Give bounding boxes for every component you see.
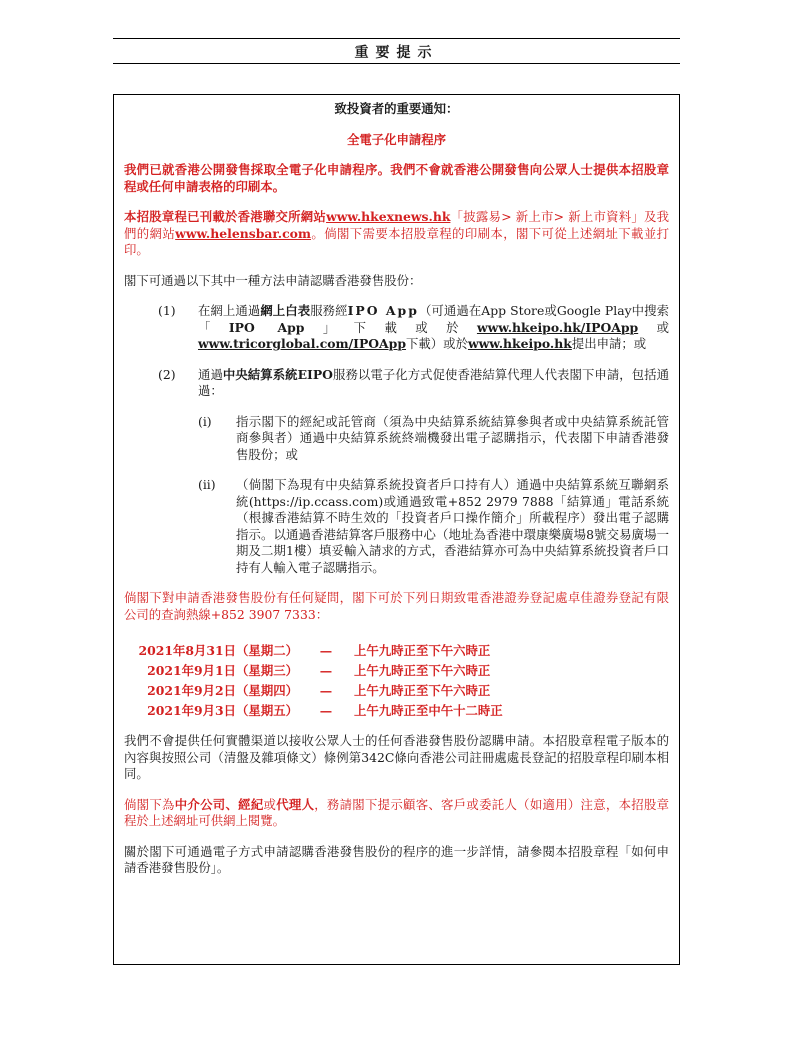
- hotline-time: 上午九時正至下午六時正: [354, 683, 491, 698]
- item1-text-g: 」下載或於: [304, 319, 477, 335]
- methods-intro: 閣下可通過以下其中一種方法申請認購香港發售股份：: [124, 272, 422, 288]
- item1-text-a: 在網上通過: [198, 303, 261, 318]
- item1-text-h: 或: [638, 319, 670, 335]
- item1-ipo-app: IPO App: [347, 303, 419, 318]
- download-text-c: 。倘閣下需要本招股章程的印刷本，閣下可從上述網址下載並打印。: [124, 225, 670, 257]
- method-subitem-ii: [124, 477, 669, 576]
- item1-white-form: 網上白表: [260, 303, 311, 318]
- intermediary-text-d: 代理人: [276, 796, 315, 812]
- hotline-dash: —: [319, 643, 333, 658]
- item1-ipo-app-2: IPO App: [228, 319, 305, 335]
- hotline-date-row: [124, 641, 669, 661]
- helensbar-link[interactable]: www.helensbar.com: [175, 225, 312, 241]
- hotline-time: 上午九時正至下午六時正: [354, 643, 491, 658]
- intermediary-paragraph: [124, 797, 669, 830]
- hotline-dash: —: [319, 703, 333, 718]
- item1-text-i: 下載）或於: [406, 336, 468, 351]
- hotline-dates: [124, 641, 669, 721]
- hotline-date-row: [124, 701, 669, 721]
- method-item-2-text: [198, 367, 669, 400]
- electronic-only-paragraph: 我們已就香港公開發售採取全電子化申請程序。我們不會就香港公開發售向公眾人士提供本招股章程或任何申請表格的印刷本。: [124, 162, 669, 194]
- hotline-dash: —: [319, 683, 333, 698]
- intermediary-text-a: 倘閣下為: [124, 796, 175, 812]
- download-paragraph: [124, 209, 669, 259]
- header-top-rule: [113, 38, 680, 39]
- item1-text-c: 服務經: [310, 303, 348, 318]
- method-subitem-ii-text: （倘閣下為現有中央結算系統投資者戶口持有人）通過中央結算系統互聯網系統(https://ip.ccass.com)或通過致電+852 2979 7888「結算通」電話系統（根據香港結算不時生效的「投資者戶口操作簡介」所載程序）發出電子認購指示。以通過香港結算客戶服務中心（地址為香港中環康樂廣場8號交易廣場一期及二期1樓）填妥輸入請求的方式，香港結算亦可為中央結算系統投資者戶口持有人輸入電子認購指示。: [236, 477, 669, 575]
- intermediary-text-c: 或: [263, 796, 277, 812]
- method-item-2-number: (2): [158, 366, 176, 382]
- item2-text-c: 服務以電子化方式促使香港結算代理人代表閣下申請，包括通過：: [198, 366, 670, 398]
- item1-text-e: （可通過在App Store或Google Play中搜索「: [198, 303, 670, 335]
- item2-ccass-eipo: 中央結算系統EIPO: [222, 366, 333, 382]
- hotline-time: 上午九時正至中午十二時正: [354, 703, 503, 718]
- hotline-dash: —: [319, 663, 333, 678]
- no-physical-channel-paragraph: 我們不會提供任何實體渠道以接收公眾人士的任何香港發售股份認購申請。本招股章程電子版本的內容與按照公司（清盤及雜項條文）條例第342C條向香港公司註冊處處長登記的招股章程印刷本相同。: [124, 733, 669, 781]
- hotline-date: 2021年9月3日（星期五）: [147, 703, 298, 718]
- notice-heading: 致投資者的重要通知：: [334, 101, 459, 116]
- method-item-1-number: (1): [158, 303, 176, 318]
- hkeipo-ipoapp-link[interactable]: www.hkeipo.hk/IPOApp: [476, 319, 639, 335]
- notice-box: [113, 94, 680, 965]
- method-subitem-i-number: (i): [198, 413, 212, 429]
- notice-subheading: 全電子化申請程序: [346, 131, 447, 147]
- intermediary-text-e: ，務請閣下提示顧客、客戶或委託人（如適用）注意，本招股章程於上述網址可供網上閱覽。: [124, 796, 670, 828]
- method-subitem-i: [124, 414, 669, 464]
- download-text-b: 「披露易> 新上市> 新上市資料」及我們的網站: [124, 209, 669, 241]
- method-item-1-text: [198, 303, 669, 353]
- method-item-1: [124, 303, 669, 353]
- method-subitem-i-text: 指示閣下的經紀或託管商（須為中央結算系統結算參與者或中央結算系統託管商參與者）通過中央結算系統終端機發出電子認購指示，代表閣下申請香港發售股份；或: [236, 413, 669, 462]
- item2-text-a: 通過: [198, 366, 223, 382]
- intermediary-text-b: 中介公司、經紀: [174, 796, 264, 812]
- hkexnews-link[interactable]: www.hkexnews.hk: [326, 209, 451, 224]
- hotline-date-row: [124, 661, 669, 681]
- enquiry-paragraph: 倘閣下對申請香港發售股份有任何疑問，閣下可於下列日期致電香港證券登記處卓佳證券登記有限公司的查詢熱線+852 3907 7333：: [124, 590, 669, 622]
- hotline-date: 2021年9月2日（星期四）: [147, 683, 298, 698]
- header-bottom-rule: [113, 63, 680, 64]
- page-title: 重要提示: [354, 45, 439, 61]
- hotline-time: 上午九時正至下午六時正: [354, 663, 491, 678]
- download-text-a: 本招股章程已刊載於香港聯交所網站: [124, 209, 327, 224]
- method-subitem-ii-number: (ii): [198, 477, 216, 492]
- tricorglobal-link[interactable]: www.tricorglobal.com/IPOApp: [198, 336, 407, 351]
- method-item-2: [124, 367, 669, 400]
- item1-text-j: 提出申請；或: [571, 336, 647, 351]
- hotline-date: 2021年9月1日（星期三）: [147, 663, 298, 678]
- hotline-date: 2021年8月31日（星期二）: [138, 643, 298, 658]
- further-details-paragraph: 關於閣下可通過電子方式申請認購香港發售股份的程序的進一步詳情，請參閱本招股章程「如何申請香港發售股份」。: [124, 843, 669, 875]
- hkeipo-link[interactable]: www.hkeipo.hk: [467, 336, 572, 351]
- hotline-date-row: [124, 681, 669, 701]
